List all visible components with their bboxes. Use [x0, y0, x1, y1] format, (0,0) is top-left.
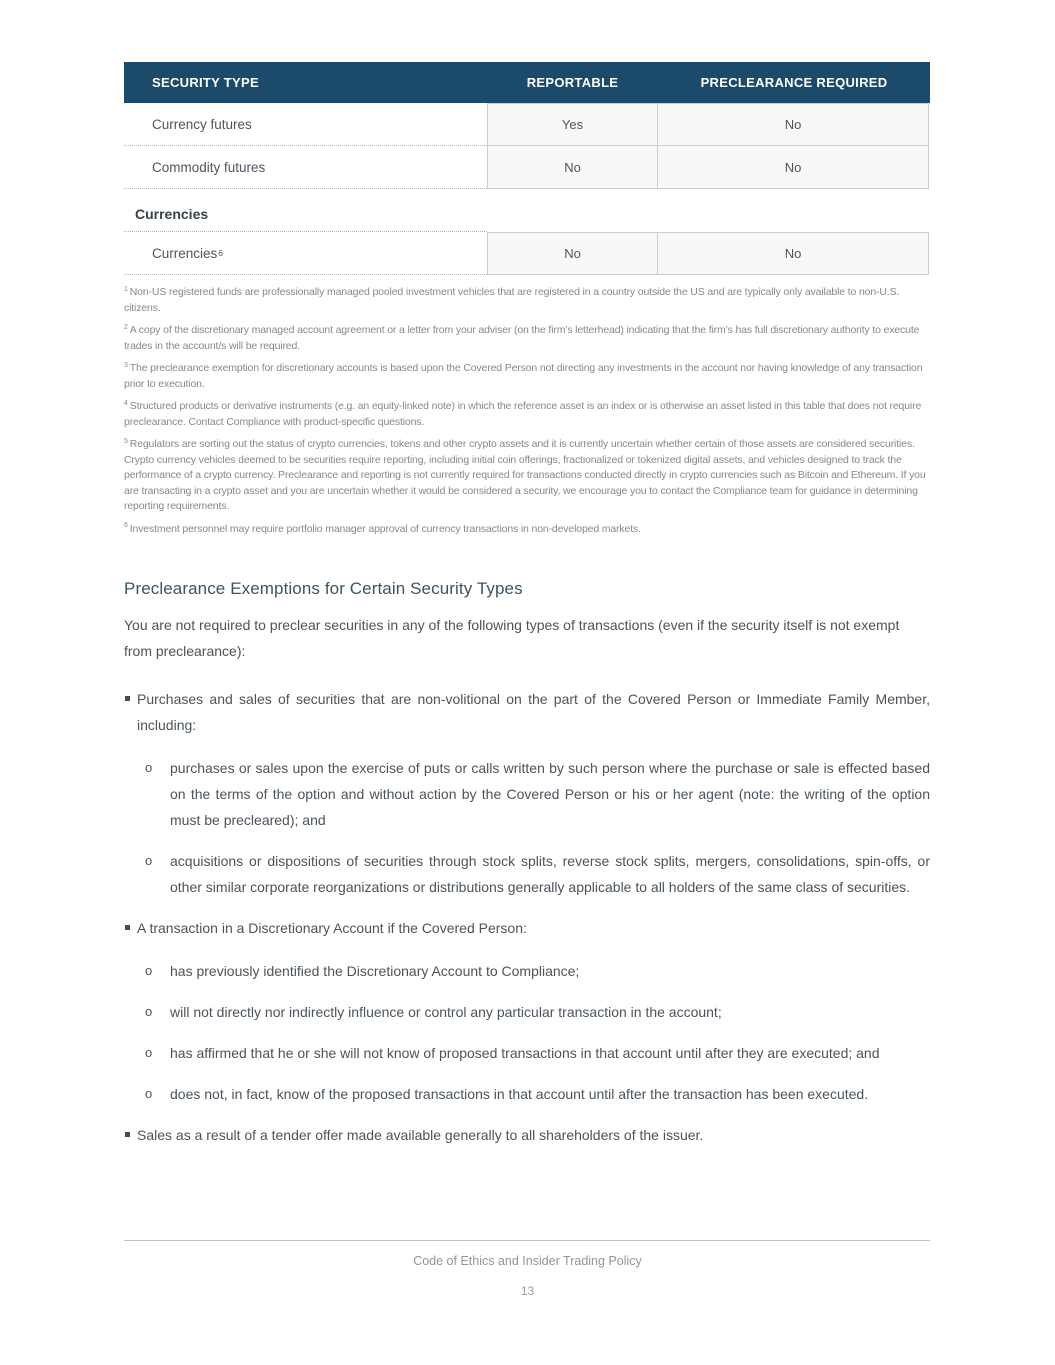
footnote-1: [124, 285, 930, 316]
cell-preclearance: No: [657, 232, 929, 275]
footnote-marker: 6: [124, 522, 128, 530]
footnote-marker: 5: [124, 437, 128, 445]
footnote-marker: 2: [124, 323, 128, 331]
table-header-row: [124, 62, 930, 103]
list-item: [124, 915, 930, 941]
list-item: [124, 1122, 930, 1148]
sub-list-item-text: will not directly nor indirectly influence or control any particular transaction in the account;: [170, 1004, 722, 1021]
circle-bullet-icon: o: [145, 963, 153, 979]
list-item: [124, 686, 930, 738]
sub-list-item: [124, 958, 930, 984]
cell-reportable: Yes: [487, 103, 658, 146]
cell-security-type: Currencies 6: [124, 232, 487, 275]
footnotes-block: [124, 285, 930, 537]
footnote-marker: 3: [124, 361, 128, 369]
circle-bullet-icon: o: [145, 853, 153, 869]
list-item-text: Purchases and sales of securities that are non-volitional on the part of the Covered Person or Immediate Family Member, including:: [137, 691, 930, 734]
table-row-currencies: [124, 232, 930, 275]
sub-list-item: [124, 848, 930, 900]
footer-divider: [124, 1240, 930, 1241]
cell-security-type: Currency futures: [124, 103, 487, 146]
exemptions-list: [124, 686, 930, 1148]
sub-list-item-text: does not, in fact, know of the proposed transactions in that account until after the transaction has been executed.: [170, 1086, 869, 1103]
footnote-text: Non-US registered funds are professionally managed pooled investment vehicles that are registered in a country outside the US and are typically only available to non-U.S. citizens.: [124, 286, 900, 314]
sub-list-item-text: has affirmed that he or she will not know of proposed transactions in that account until after they are executed; and: [170, 1045, 880, 1062]
square-bullet-icon: [125, 1132, 130, 1137]
section-intro: You are not required to preclear securities in any of the following types of transactions (even if the security itself is not exempt from preclearance):: [124, 617, 900, 660]
circle-bullet-icon: o: [145, 1086, 153, 1102]
footnote-text: Regulators are sorting out the status of crypto currencies, tokens and other crypto assets and it is currently uncertain whether certain of those assets are considered securities. Crypto currency vehicles deemed to be securities require reporting, including initial coin offerings, fractionalized or tokenized digital assets, and vehicles designed to track the performance of a crypto currency. Preclearance and reporting is not currently required for transactions conducted directly in crypto currencies such as Bitcoin and Ethereum. If you are transacting in a crypto asset and you are uncertain whether it would be considered a security, we encourage you to contact the Compliance team for guidance in determining reporting requirements.: [124, 438, 926, 513]
footer-document-title: Code of Ethics and Insider Trading Policy: [413, 1254, 642, 1268]
cell-preclearance: No: [657, 103, 929, 146]
security-type-label: Currencies: [152, 245, 218, 261]
circle-bullet-icon: o: [145, 1045, 153, 1061]
table-row-currency-futures: [124, 103, 930, 146]
footnote-text: Investment personnel may require portfolio manager approval of currency transactions in non-developed markets.: [129, 522, 641, 535]
security-types-table: [124, 62, 930, 275]
footer-page-number: 13: [520, 1284, 535, 1298]
sub-list-item: [124, 1081, 930, 1107]
footnote-text: A copy of the discretionary managed account agreement or a letter from your adviser (on the firm’s letterhead) indicating that the firm’s has full discretionary authority to execute trades in the account/s will be required.: [124, 324, 920, 352]
column-header-preclearance-required: PRECLEARANCE REQUIRED: [700, 75, 888, 90]
table-row-commodity-futures: [124, 146, 930, 189]
footnote-text: Structured products or derivative instruments (e.g. an equity-linked note) in which the reference asset is an index or is otherwise an asset listed in this table that does not require preclearance. Contact Compliance with product-specific questions.: [124, 400, 922, 428]
sub-list-item-text: acquisitions or dispositions of securities through stock splits, reverse stock splits, mergers, consolidations, spin-offs, or other similar corporate reorganizations or distributions generally applicable to all holders of the same class of securities.: [170, 853, 930, 896]
sub-list-item: [124, 999, 930, 1025]
footnote-4: [124, 399, 930, 430]
footnote-5: [124, 437, 930, 515]
column-header-security-type: SECURITY TYPE: [152, 75, 259, 90]
cell-preclearance: No: [657, 145, 929, 189]
circle-bullet-icon: o: [145, 1004, 153, 1020]
footnote-6: [124, 522, 930, 538]
cell-reportable: No: [487, 145, 658, 189]
square-bullet-icon: [125, 696, 130, 701]
list-item-text: A transaction in a Discretionary Account if the Covered Person:: [137, 920, 527, 937]
cell-reportable: No: [487, 232, 658, 275]
footnote-2: [124, 323, 930, 354]
footnote-3: [124, 361, 930, 392]
circle-bullet-icon: o: [145, 760, 153, 776]
page-content: [124, 62, 930, 1165]
sub-list-item: [124, 755, 930, 833]
sub-list-item-text: has previously identified the Discretionary Account to Compliance;: [170, 963, 580, 980]
sub-list-item: [124, 1040, 930, 1066]
footnote-text: The preclearance exemption for discretionary accounts is based upon the Covered Person not directing any investments in the account nor having knowledge of any transaction prior to execution.: [124, 362, 923, 390]
list-item-text: Sales as a result of a tender offer made available generally to all shareholders of the issuer.: [137, 1127, 704, 1144]
footnote-marker: 4: [124, 399, 128, 407]
section-heading: Preclearance Exemptions for Certain Security Types: [124, 579, 523, 599]
cell-security-type: Commodity futures: [124, 146, 487, 189]
sub-list-item-text: purchases or sales upon the exercise of puts or calls written by such person where the purchase or sale is effected based on the terms of the option and without action by the Covered Person or his or her agent (note: the writing of the option must be precleared); and: [170, 760, 930, 829]
column-header-reportable: REPORTABLE: [526, 75, 619, 90]
square-bullet-icon: [125, 925, 130, 930]
table-section-currencies: Currencies: [124, 189, 487, 232]
footnote-marker: 1: [124, 285, 128, 293]
